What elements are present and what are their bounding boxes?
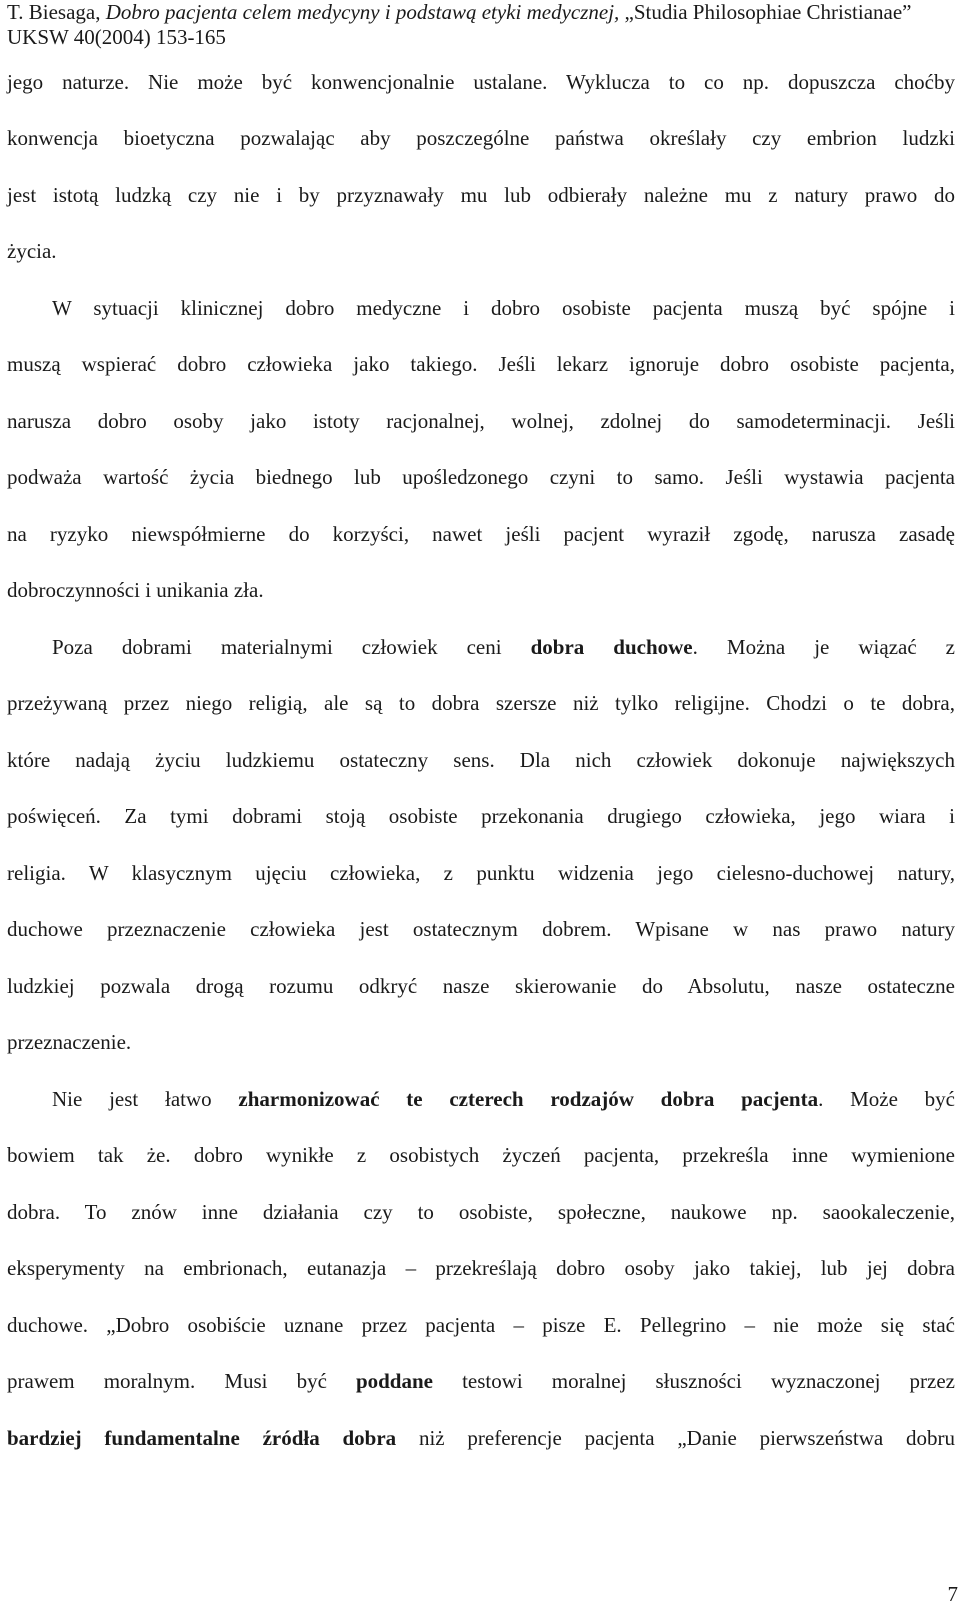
running-header [7, 0, 947, 50]
header-journal: „Studia Philosophiae Christianae” UKSW 40(2004) 153-165 [7, 0, 912, 49]
text-line: na ryzyko niewspółmierne do korzyści, nawet jeśli pacjent wyraził zgodę, narusza zasadę [7, 522, 955, 546]
text-line: W sytuacji klinicznej dobro medyczne i dobro osobiste pacjenta muszą być spójne i [52, 296, 955, 320]
text-line: poświęceń. Za tymi dobrami stoją osobiste przekonania drugiego człowieka, jego wiara i [7, 804, 955, 828]
text-line: duchowe. „Dobro osobiście uznane przez pacjenta – pisze E. Pellegrino – nie może się stać [7, 1313, 955, 1337]
text-line: przeżywaną przez niego religią, ale są to dobra szersze niż tylko religijne. Chodzi o te dobra, [7, 691, 955, 715]
text-line: duchowe przeznaczenie człowieka jest ostatecznym dobrem. Wpisane w nas prawo natury [7, 917, 955, 941]
bold-phrase: dobra duchowe [530, 635, 693, 659]
text-line: bowiem tak że. dobro wynikłe z osobistych życzeń pacjenta, przekreśla inne wymienione [7, 1143, 955, 1167]
text-line: narusza dobro osoby jako istoty racjonalnej, wolnej, zdolnej do samodeterminacji. Jeśli [7, 409, 955, 433]
header-article-title: Dobro pacjenta celem medycyny i podstawą etyki medycznej, [105, 0, 620, 24]
text-line: jego naturze. Nie może być konwencjonalnie ustalane. Wyklucza to co np. dopuszcza choćby [7, 70, 955, 94]
text-line: przeznaczenie. [7, 1030, 132, 1054]
bold-phrase: poddane [355, 1369, 433, 1393]
text-line: eksperymenty na embrionach, eutanazja – przekreślają dobro osoby jako takiej, lub jej dobra [7, 1256, 955, 1280]
text-line: religia. W klasycznym ujęciu człowieka, z punktu widzenia jego cielesno-duchowej natury, [7, 861, 955, 885]
header-author: T. Biesaga, [7, 0, 106, 24]
page-number: 7 [947, 1582, 958, 1606]
text-line: dobroczynności i unikania zła. [7, 578, 264, 602]
bold-phrase: bardziej fundamentalne źródła dobra [7, 1426, 397, 1450]
text-line: konwencja bioetyczna pozwalając aby poszczególne państwa określały czy embrion ludzki [7, 126, 955, 150]
text-line: Nie jest łatwo zharmonizować te czterech rodzajów dobra pacjenta. Może być [52, 1087, 956, 1111]
text-line: dobra. To znów inne działania czy to osobiste, społeczne, naukowe np. saookaleczenie, [7, 1200, 955, 1224]
text-line: Poza dobrami materialnymi człowiek ceni dobra duchowe. Można je wiązać z [52, 635, 956, 659]
text-line: ludzkiej pozwala drogą rozumu odkryć nasze skierowanie do Absolutu, nasze ostateczne [7, 974, 955, 998]
text-line: podważa wartość życia biednego lub upośledzonego czyni to samo. Jeśli wystawia pacjenta [7, 465, 955, 489]
text-line: prawem moralnym. Musi być poddane testowi moralnej słuszności wyznaczonej przez [7, 1369, 955, 1393]
bold-phrase: zharmonizować te czterech rodzajów dobra pacjenta [238, 1087, 819, 1111]
text-line: życia. [7, 239, 57, 263]
text-line: bardziej fundamentalne źródła dobra niż preferencje pacjenta „Danie pierwszeństwa dobru [7, 1426, 955, 1450]
text-line: muszą wspierać dobro człowieka jako takiego. Jeśli lekarz ignoruje dobro osobiste pacjenta, [7, 352, 955, 376]
text-line: które nadają życiu ludzkiemu ostateczny sens. Dla nich człowiek dokonuje największych [7, 748, 955, 772]
text-line: jest istotą ludzką czy nie i by przyznawały mu lub odbierały należne mu z natury prawo do [7, 183, 955, 207]
